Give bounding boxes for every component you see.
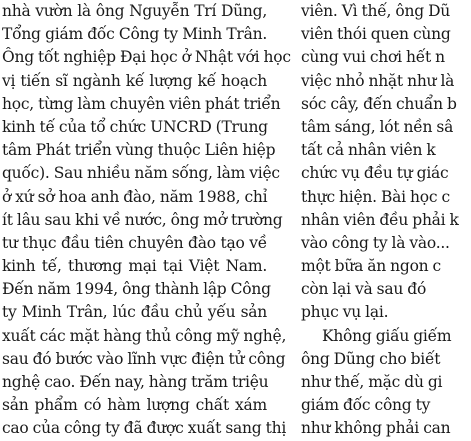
left-column-line-8: quốc). Sau nhiều năm sống, làm việc bbox=[2, 164, 280, 183]
left-column-line-16: sau đó bước vào lĩnh vực điện tử công bbox=[2, 349, 286, 368]
right-column-line-9: thực hiện. Bài học c bbox=[301, 187, 450, 206]
right-text-column bbox=[301, 0, 471, 441]
right-column-line-8: chức vụ đều tự giác bbox=[301, 164, 449, 183]
left-column-line-18: sản phẩm có hàm lượng chất xám bbox=[2, 396, 267, 415]
left-column-line-6: kinh tế của tổ chức UNCRD (Trung bbox=[2, 117, 268, 136]
left-column-line-2: Tổng giám đốc Công ty Minh Trân. bbox=[2, 25, 267, 44]
right-column-line-1: viên. Vì thế, ông Dũ bbox=[301, 2, 450, 20]
right-column-line-19: như không phải can bbox=[301, 419, 451, 438]
left-column-line-19: cao của công ty đã được xuất sang thị bbox=[2, 419, 287, 438]
right-column-line-4: việc nhỏ nhặt như là bbox=[301, 71, 455, 90]
right-column-line-3: cùng vui chơi hết n bbox=[301, 48, 445, 67]
left-text-column bbox=[2, 0, 291, 441]
right-column-line-16: ông Dũng cho biết bbox=[301, 349, 441, 368]
right-column-line-13: còn lại và sau đó bbox=[301, 280, 427, 299]
left-column-line-9: ở xứ sở hoa anh đào, năm 1988, chỉ bbox=[2, 187, 268, 206]
left-column-line-1: nhà vườn là ông Nguyễn Trí Dũng, bbox=[2, 2, 267, 20]
left-column-line-11: tư thục đầu tiên chuyên đào tạo về bbox=[2, 233, 267, 252]
left-column-line-14: ty Minh Trân, lúc đầu chủ yếu sản bbox=[2, 303, 267, 322]
left-column-line-10: ít lâu sau khi về nước, ông mở trường bbox=[2, 210, 283, 229]
right-column-line-12: một bữa ăn ngon c bbox=[301, 257, 441, 276]
left-column-line-15: xuất các mặt hàng thủ công mỹ nghệ, bbox=[2, 326, 287, 345]
right-column-line-6: tâm sáng, lót nền sâ bbox=[301, 117, 454, 136]
right-column-line-7: tất cả nhân viên k bbox=[301, 141, 436, 160]
right-column-line-17: như thế, mặc dù gi bbox=[301, 373, 443, 391]
right-column-line-11: vào công ty là vào... bbox=[301, 233, 450, 252]
left-column-line-13: Đến năm 1994, ông thành lập Công bbox=[2, 280, 271, 299]
right-column-line-5: sóc cây, đến chuẩn b bbox=[301, 94, 457, 113]
left-column-line-3: Ông tốt nghiệp Đại học ở Nhật với học bbox=[2, 48, 291, 67]
right-column-line-14: phục vụ lại. bbox=[301, 303, 389, 322]
left-column-line-5: học, từng làm chuyên viên phát triển bbox=[2, 94, 281, 113]
left-column-line-7: tâm Phát triển vùng thuộc Liên hiệp bbox=[2, 141, 276, 160]
left-column-line-4: vị tiến sĩ ngành kế lượng kế hoạch bbox=[2, 71, 267, 90]
right-column-line-18: giám đốc công ty bbox=[301, 396, 431, 415]
right-column-line-15: Không giấu giếm bbox=[322, 326, 452, 345]
right-column-line-2: viên thói quen cùng bbox=[301, 25, 451, 44]
right-column-line-10: nhân viên đều phải k bbox=[301, 210, 459, 229]
left-column-line-12: kinh tế, thương mại tại Việt Nam. bbox=[2, 257, 267, 276]
left-column-line-17: nghệ cao. Đến nay, hàng trăm triệu bbox=[2, 373, 269, 391]
